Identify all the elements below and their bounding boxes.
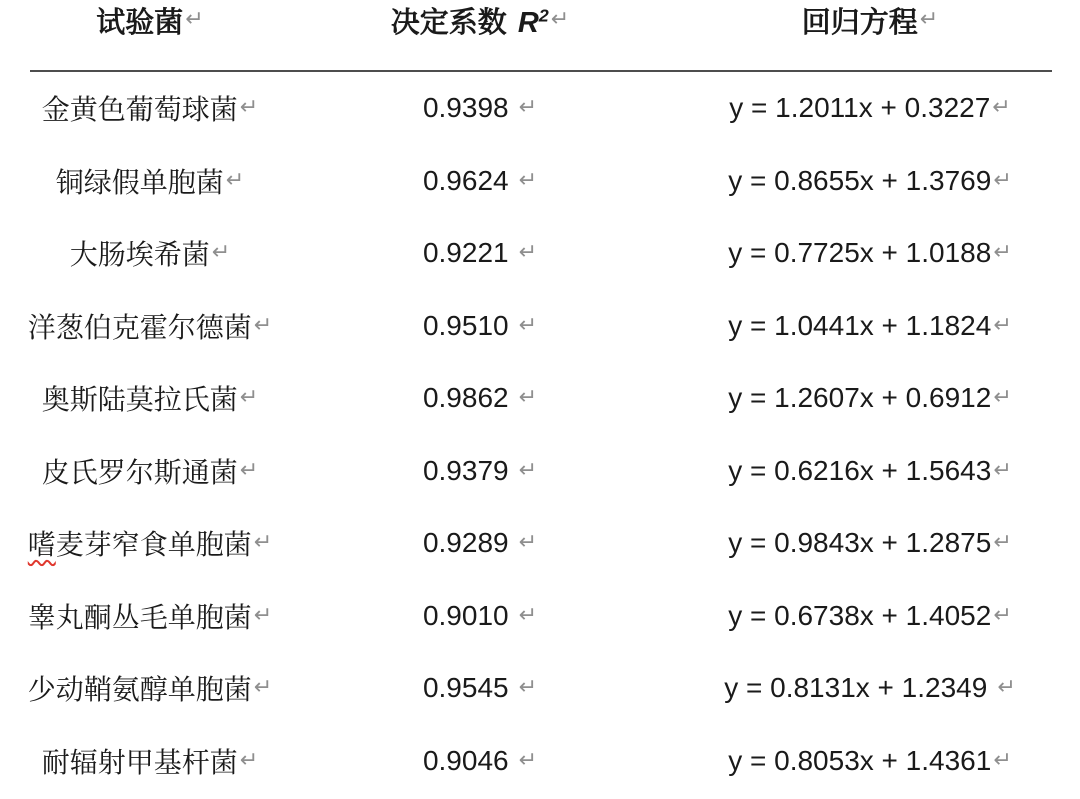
equation-cell[interactable] [660, 217, 1080, 290]
regression-equation: y = 0.7725x + 1.0188 [728, 237, 992, 269]
equation-cell[interactable] [660, 507, 1080, 580]
r2-value: 0.9379 [422, 454, 509, 486]
cell-return-mark-icon: ↵ [253, 529, 273, 555]
cell-return-mark-icon: ↵ [518, 601, 538, 627]
cell-return-mark-icon: ↵ [518, 674, 538, 700]
cell-return-mark-icon: ↵ [239, 746, 259, 772]
cell-return-mark-icon: ↵ [253, 601, 273, 627]
bacteria-name: 嗜麦芽窄食单胞菌 [27, 529, 252, 561]
table-row [0, 290, 1080, 363]
cell-return-mark-icon: ↵ [993, 746, 1012, 772]
table-row [0, 72, 1080, 145]
regression-equation: y = 1.0441x + 1.1824 [728, 309, 992, 341]
r-squared-symbol: $R^2$ [517, 5, 549, 39]
r2-value: 0.9862 [422, 382, 509, 414]
table-row [0, 145, 1080, 218]
table-row [0, 507, 1080, 580]
bacteria-name-cell[interactable] [0, 652, 300, 725]
r2-value: 0.9010 [422, 599, 509, 631]
r2-value: 0.9545 [422, 672, 509, 704]
r2-value-cell[interactable] [300, 145, 660, 218]
regression-equation: y = 0.6216x + 1.5643 [728, 454, 992, 486]
bacteria-name: 耐辐射甲基杆菌 [41, 746, 238, 778]
bacteria-name-cell[interactable] [0, 580, 300, 653]
cell-return-mark-icon: ↵ [993, 239, 1012, 265]
bacteria-name-cell[interactable] [0, 145, 300, 218]
bacteria-name-cell[interactable] [0, 290, 300, 363]
regression-equation: y = 1.2607x + 0.6912 [728, 382, 992, 414]
equation-cell[interactable] [660, 580, 1080, 653]
bacteria-name-cell[interactable] [0, 217, 300, 290]
r2-value-cell[interactable] [300, 580, 660, 653]
cell-return-mark-icon: ↵ [993, 166, 1012, 192]
r2-value: 0.9624 [422, 164, 509, 196]
r2-value: 0.9289 [422, 527, 509, 559]
cell-return-mark-icon: ↵ [518, 239, 538, 265]
cell-return-mark-icon: ↵ [185, 6, 204, 31]
table-header-row [0, 0, 1080, 70]
cell-return-mark-icon: ↵ [919, 6, 939, 31]
cell-return-mark-icon: ↵ [253, 674, 273, 700]
bacteria-name: 少动鞘氨醇单胞菌 [27, 674, 252, 706]
bacteria-name-cell[interactable] [0, 725, 300, 798]
cell-return-mark-icon: ↵ [550, 6, 570, 31]
cell-return-mark-icon: ↵ [518, 94, 538, 120]
r2-value: 0.9510 [422, 309, 509, 341]
r2-value-cell[interactable] [300, 435, 660, 508]
equation-cell[interactable] [660, 362, 1080, 435]
cell-return-mark-icon: ↵ [993, 384, 1012, 410]
cell-return-mark-icon: ↵ [993, 456, 1012, 482]
cell-return-mark-icon: ↵ [518, 166, 538, 192]
header-label-equation: 回归方程 [801, 7, 918, 39]
cell-return-mark-icon: ↵ [253, 311, 273, 337]
r2-value-cell[interactable] [300, 72, 660, 145]
r2-value-cell[interactable] [300, 725, 660, 798]
header-cell-r2[interactable] [300, 0, 660, 70]
regression-equation: y = 0.9843x + 1.2875 [728, 527, 992, 559]
bacteria-name-cell[interactable] [0, 507, 300, 580]
cell-return-mark-icon: ↵ [518, 384, 538, 410]
equation-cell[interactable] [660, 145, 1080, 218]
r2-value-cell[interactable] [300, 362, 660, 435]
bacteria-name: 洋葱伯克霍尔德菌 [27, 311, 252, 343]
cell-return-mark-icon: ↵ [211, 239, 231, 265]
cell-return-mark-icon: ↵ [518, 456, 538, 482]
equation-cell[interactable] [660, 290, 1080, 363]
cell-return-mark-icon: ↵ [225, 166, 245, 192]
bacteria-name-cell[interactable] [0, 435, 300, 508]
bacteria-name: 睾丸酮丛毛单胞菌 [27, 601, 252, 633]
equation-cell[interactable] [660, 725, 1080, 798]
table-row [0, 362, 1080, 435]
bacteria-name: 大肠埃希菌 [69, 239, 210, 271]
equation-cell[interactable] [660, 72, 1080, 145]
spellcheck-marked-text: 嗜 [27, 529, 56, 561]
table-row [0, 652, 1080, 725]
regression-equation: y = 0.8131x + 1.2349 [724, 672, 988, 704]
equation-cell[interactable] [660, 652, 1080, 725]
regression-equation: y = 0.8655x + 1.3769 [728, 164, 992, 196]
cell-return-mark-icon: ↵ [239, 94, 259, 120]
cell-return-mark-icon: ↵ [997, 674, 1016, 700]
r2-value-cell[interactable] [300, 290, 660, 363]
r2-value-cell[interactable] [300, 652, 660, 725]
regression-equation: y = 1.2011x + 0.3227 [729, 92, 991, 124]
cell-return-mark-icon: ↵ [518, 529, 538, 555]
r2-value-cell[interactable] [300, 217, 660, 290]
table-row [0, 580, 1080, 653]
bacteria-name: 铜绿假单胞菌 [55, 166, 224, 198]
header-label-bacteria: 试验菌 [96, 7, 184, 39]
cell-return-mark-icon: ↵ [993, 529, 1012, 555]
table-row [0, 725, 1080, 798]
table-row [0, 435, 1080, 508]
bacteria-name: 皮氏罗尔斯通菌 [41, 456, 238, 488]
r2-value: 0.9046 [422, 744, 509, 776]
r2-value-cell[interactable] [300, 507, 660, 580]
cell-return-mark-icon: ↵ [993, 601, 1012, 627]
header-label-r2: 决定系数 [390, 7, 507, 39]
equation-cell[interactable] [660, 435, 1080, 508]
header-cell-equation[interactable] [660, 0, 1080, 70]
header-cell-bacteria[interactable] [0, 0, 300, 70]
regression-equation: y = 0.6738x + 1.4052 [728, 599, 992, 631]
r2-value: 0.9398 [422, 92, 509, 124]
bacteria-name: 奥斯陆莫拉氏菌 [41, 384, 238, 416]
bacteria-name: 金黄色葡萄球菌 [41, 94, 238, 126]
cell-return-mark-icon: ↵ [239, 384, 259, 410]
regression-equation: y = 0.8053x + 1.4361 [728, 744, 992, 776]
bacteria-name-cell[interactable] [0, 362, 300, 435]
table-row [0, 217, 1080, 290]
cell-return-mark-icon: ↵ [239, 456, 259, 482]
bacteria-name-cell[interactable] [0, 72, 300, 145]
cell-return-mark-icon: ↵ [993, 311, 1012, 337]
r2-value: 0.9221 [422, 237, 509, 269]
cell-return-mark-icon: ↵ [518, 311, 538, 337]
cell-return-mark-icon: ↵ [992, 94, 1011, 120]
cell-return-mark-icon: ↵ [518, 746, 538, 772]
